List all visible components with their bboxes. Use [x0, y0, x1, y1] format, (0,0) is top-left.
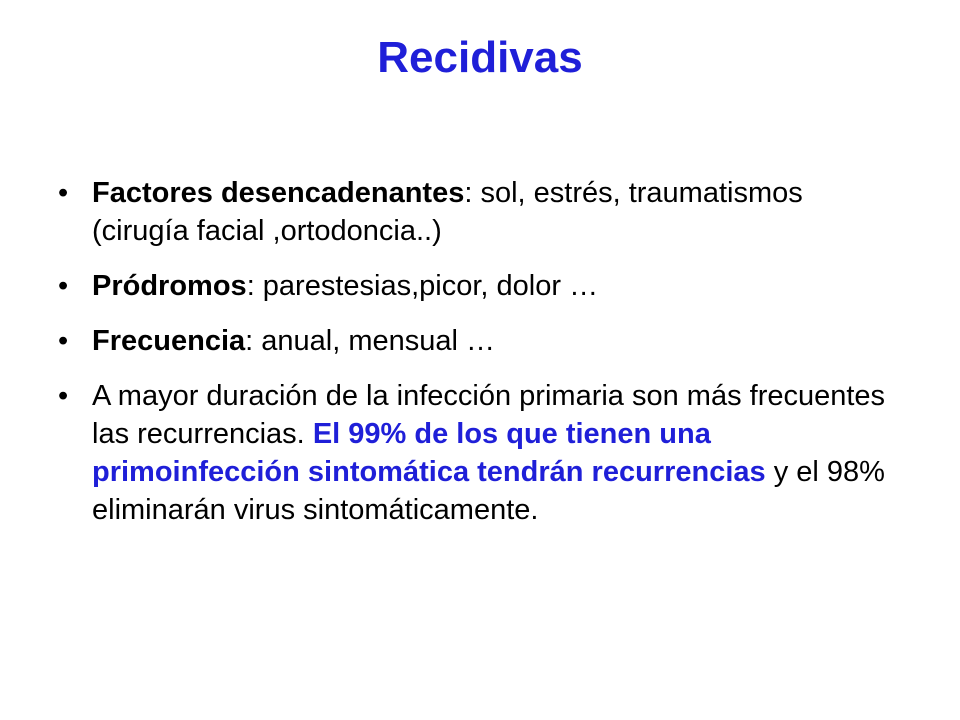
bullet-list — [58, 174, 898, 546]
bullet-term: Factores desencadenantes — [92, 177, 465, 209]
slide-title: Recidivas — [377, 33, 583, 82]
bullet-item-factores — [58, 174, 898, 250]
bullet-text-before: A mayor duración de la infección primaria son más frecuentes las recurrencias. — [92, 380, 886, 450]
bullet-text: : anual, mensual … — [245, 325, 495, 357]
bullet-text: : sol, estrés, traumatismos (cirugía facial ,ortodoncia..) — [92, 177, 803, 247]
bullet-dot-icon: • — [58, 177, 69, 209]
bullet-dot-icon: • — [58, 380, 69, 412]
bullet-item-duracion — [58, 377, 898, 529]
bullet-item-prodromos — [58, 267, 898, 305]
bullet-text-after: y el 98% eliminarán virus sintomáticamente. — [92, 456, 885, 526]
bullet-dot-icon: • — [58, 270, 69, 302]
bullet-highlight: El 99% de los que tienen una primoinfección sintomática tendrán recurrencias — [92, 418, 766, 488]
bullet-term: Pródromos — [92, 270, 247, 302]
bullet-item-frecuencia — [58, 322, 898, 360]
bullet-text: : parestesias,picor, dolor … — [246, 270, 599, 302]
bullet-term: Frecuencia — [92, 325, 246, 357]
bullet-dot-icon: • — [58, 325, 69, 357]
